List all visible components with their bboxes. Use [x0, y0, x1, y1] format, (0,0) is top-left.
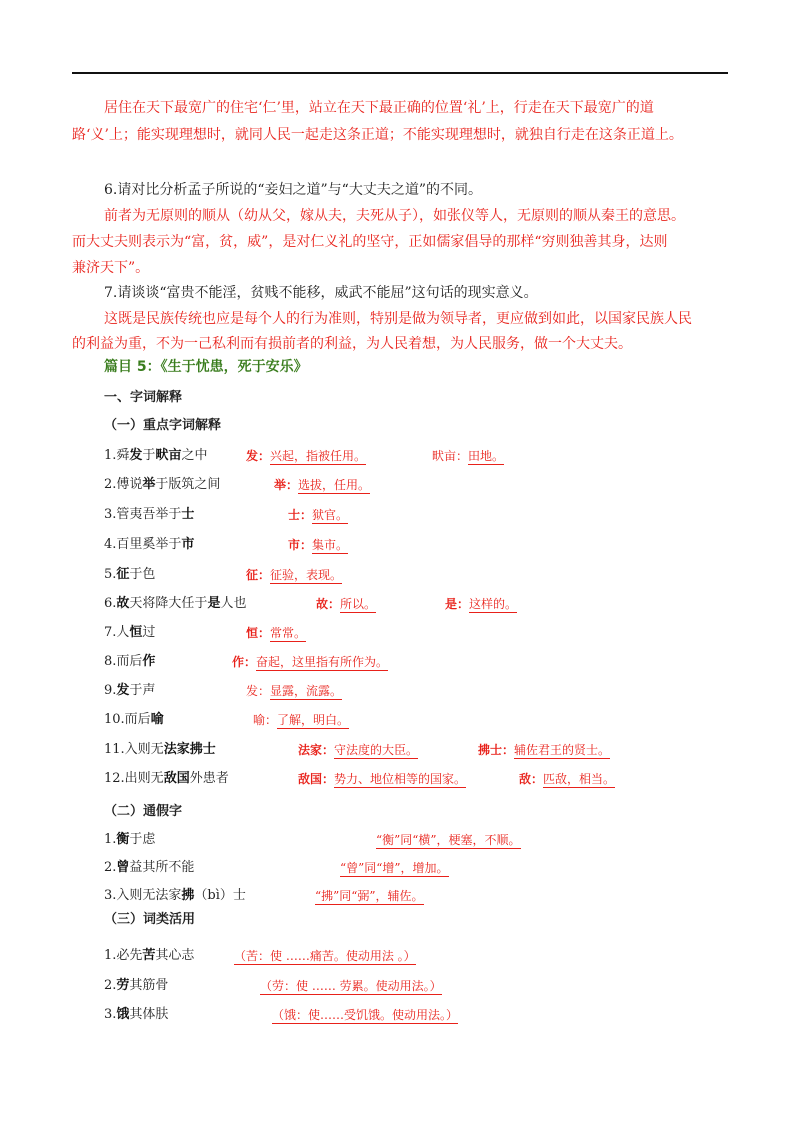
term-keyword: 喻: [150, 712, 164, 727]
answer-key: 恒：: [246, 626, 271, 640]
question-6: 6.请对比分析孟子所说的“妾妇之道”与“大丈夫之道”的不同。: [104, 182, 482, 198]
answer-key: 畎亩：: [432, 449, 469, 463]
term-keyword: 发: [129, 448, 143, 463]
term-row: [104, 505, 194, 525]
question-7: 7.请谈谈“富贵不能淫，贫贱不能移，威武不能屈”这句话的现实意义。: [104, 285, 538, 301]
answer-text: 狱官。: [312, 508, 349, 522]
tongjia-row: [104, 886, 246, 906]
term-answer: [288, 535, 348, 555]
term-answer: [246, 681, 342, 701]
answer-key: 敌：: [519, 772, 544, 786]
tongjia-answer: [376, 830, 521, 850]
tongjia-answer-text: “曾”同“增”，增加。: [340, 861, 449, 875]
huoyong-text: 其筋骨: [129, 978, 169, 993]
huoyong-answer: [272, 1005, 458, 1025]
huoyong-row: [104, 946, 194, 966]
section-title: 篇目 5：《生于忧患，死于安乐》: [104, 359, 308, 375]
tongjia-text: 益其所不能: [129, 860, 195, 875]
answer-text: 田地。: [468, 449, 505, 463]
term-answer: [274, 475, 370, 495]
answer-line: 路‘义’上；能实现理想时，就同人民一起走这条正道；不能实现理想时，就独自行走在这条正道上。: [72, 127, 683, 143]
answer-text: 这样的。: [469, 597, 518, 611]
term-answer: [232, 652, 388, 672]
term-keyword: 拂士: [189, 742, 216, 757]
answer-text: 显露，流露。: [270, 684, 343, 698]
heading-1-3: （三）词类活用: [104, 912, 196, 927]
term-prefix: 4.百里奚举于: [104, 537, 182, 552]
term-row: [104, 710, 164, 730]
header-rule: [72, 72, 728, 74]
huoyong-answer-text: （劳：使 …… 劳累。使动用法。）: [260, 979, 442, 993]
answer-key: 喻：: [253, 713, 278, 727]
term-prefix: 9.: [104, 683, 117, 698]
term-row: [104, 681, 155, 701]
term-keyword: 作: [142, 654, 156, 669]
term-prefix: 3.管夷吾举于: [104, 507, 182, 522]
answer-key: 举：: [274, 478, 299, 492]
term-prefix: 5.: [104, 567, 117, 582]
huoyong-keyword: 苦: [142, 948, 156, 963]
answer-text: 常常。: [270, 626, 307, 640]
term-prefix: 1.舜: [104, 448, 130, 463]
huoyong-row: [104, 976, 168, 996]
answer-text: 奋起，这里指有所作为。: [256, 655, 389, 669]
huoyong-text: 其体肤: [129, 1007, 169, 1022]
huoyong-prefix: 3.: [104, 1007, 117, 1022]
term-prefix: 7.人: [104, 625, 130, 640]
tongjia-keyword: 曾: [116, 860, 130, 875]
term-text: 于色: [129, 567, 156, 582]
term-text: 于: [142, 448, 156, 463]
term-answer: [316, 594, 376, 614]
answer-key: 士：: [288, 508, 313, 522]
term-text: 过: [142, 625, 156, 640]
huoyong-keyword: 劳: [116, 978, 130, 993]
term-keyword: 发: [116, 683, 130, 698]
answer-text: 匹敌，相当。: [543, 772, 616, 786]
answer-text: 了解，明白。: [277, 713, 350, 727]
huoyong-answer: [260, 976, 442, 996]
term-row: [104, 769, 229, 789]
term-keyword: 征: [116, 567, 130, 582]
term-row: [104, 594, 246, 614]
term-keyword: 畎亩: [155, 448, 182, 463]
tongjia-answer: [340, 858, 449, 878]
term-keyword: 法家: [163, 742, 190, 757]
term-row: [104, 535, 194, 555]
tongjia-keyword: 拂: [181, 888, 195, 903]
answer-key: 敌国：: [298, 772, 335, 786]
term-answer: [298, 769, 466, 789]
answer-text: 集市。: [312, 538, 349, 552]
term-answer: [246, 565, 342, 585]
huoyong-answer-text: （饿：使……受饥饿。使动用法。）: [272, 1008, 459, 1022]
tongjia-text: （bì）士: [194, 888, 246, 903]
answer-key: 故：: [316, 597, 341, 611]
term-keyword: 士: [181, 507, 195, 522]
tongjia-prefix: 3.入则无法家: [104, 888, 182, 903]
term-keyword: 敌国: [163, 771, 190, 786]
term-text: 之中: [181, 448, 208, 463]
answer-line: 居住在天下最宽广的住宅‘仁’里，站立在天下最正确的位置‘礼’上，行走在天下最宽广的道: [104, 100, 654, 116]
term-keyword: 是: [207, 596, 221, 611]
term-text: 外患者: [189, 771, 229, 786]
answer-key: 是：: [445, 597, 470, 611]
answer-key: 拂士：: [478, 743, 515, 757]
tongjia-text: 于虑: [129, 832, 156, 847]
term-row: [104, 623, 155, 643]
term-row: [104, 446, 207, 466]
tongjia-row: [104, 858, 194, 878]
answer-key: 发：: [246, 684, 271, 698]
heading-1: 一、字词解释: [104, 390, 183, 405]
tongjia-keyword: 衡: [116, 832, 130, 847]
answer-text: 辅佐君王的贤士。: [514, 743, 611, 757]
heading-1-2: （二）通假字: [104, 804, 183, 819]
huoyong-prefix: 2.: [104, 978, 117, 993]
tongjia-prefix: 1.: [104, 832, 117, 847]
heading-1-1: （一）重点字词解释: [104, 418, 222, 433]
answer-text: 所以。: [340, 597, 377, 611]
answer-key: 发：: [246, 449, 271, 463]
term-prefix: 6.: [104, 596, 117, 611]
term-answer: [246, 623, 306, 643]
term-prefix: 11.入则无: [104, 742, 164, 757]
term-text: 天将降大任于: [129, 596, 208, 611]
term-answer: [246, 446, 366, 466]
answer-key: 法家：: [298, 743, 335, 757]
term-answer: [298, 740, 418, 760]
huoyong-row: [104, 1005, 168, 1025]
term-text: 人也: [220, 596, 247, 611]
term-keyword: 举: [142, 477, 156, 492]
term-row: [104, 475, 220, 495]
answer-text: 征验，表现。: [270, 568, 343, 582]
term-text: 于声: [129, 683, 156, 698]
term-keyword: 故: [116, 596, 130, 611]
answer-text: 选拔，任用。: [298, 478, 371, 492]
huoyong-prefix: 1.必先: [104, 948, 143, 963]
term-text: 于版筑之间: [155, 477, 221, 492]
answer-text: 势力、地位相等的国家。: [334, 772, 467, 786]
tongjia-answer-text: “拂”同“弼”，辅佐。: [315, 889, 424, 903]
term-prefix: 10.而后: [104, 712, 151, 727]
term-prefix: 12.出则无: [104, 771, 164, 786]
term-answer: [445, 594, 517, 614]
tongjia-answer: [315, 886, 424, 906]
term-prefix: 2.傅说: [104, 477, 143, 492]
term-row: [104, 740, 216, 760]
term-keyword: 市: [181, 537, 195, 552]
answer-6-line: 兼济天下”。: [72, 260, 150, 276]
huoyong-keyword: 饿: [116, 1007, 130, 1022]
answer-text: 兴起，指被任用。: [270, 449, 367, 463]
term-row: [104, 652, 155, 672]
tongjia-row: [104, 830, 155, 850]
answer-6-line: 前者为无原则的顺从（幼从父，嫁从夫，夫死从子），如张仪等人，无原则的顺从秦王的意思。: [104, 208, 685, 224]
term-answer: [253, 710, 349, 730]
tongjia-prefix: 2.: [104, 860, 117, 875]
term-answer: [432, 446, 504, 466]
tongjia-answer-text: “衡”同“横”，梗塞，不顺。: [376, 833, 521, 847]
answer-7-line: 这既是民族传统也应是每个人的行为准则，特别是做为领导者，更应做到如此，以国家民族人民: [104, 311, 692, 327]
term-answer: [478, 740, 610, 760]
term-answer: [288, 505, 348, 525]
answer-7-line: 的利益为重，不为一己私利而有损前者的利益，为人民着想，为人民服务，做一个大丈夫。: [72, 336, 632, 352]
answer-key: 征：: [246, 568, 271, 582]
term-row: [104, 565, 155, 585]
answer-key: 市：: [288, 538, 313, 552]
term-keyword: 恒: [129, 625, 143, 640]
huoyong-answer: [234, 946, 416, 966]
huoyong-text: 其心志: [155, 948, 195, 963]
term-answer: [519, 769, 615, 789]
term-prefix: 8.而后: [104, 654, 143, 669]
answer-key: 作：: [232, 655, 257, 669]
answer-text: 守法度的大臣。: [334, 743, 419, 757]
huoyong-answer-text: （苦：使 ……痛苦。使动用法 。）: [234, 949, 416, 963]
answer-6-line: 而大丈夫则表示为“富，贫，威”，是对仁义礼的坚守，正如儒家倡导的那样“穷则独善其身，达则: [72, 234, 668, 250]
